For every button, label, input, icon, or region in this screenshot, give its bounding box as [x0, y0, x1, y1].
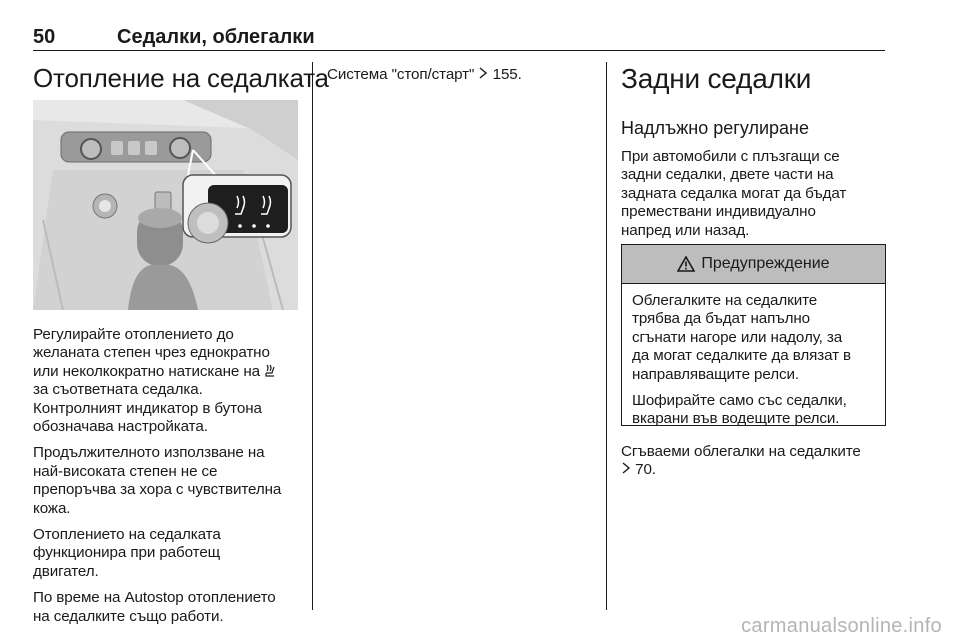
section-heading-seat-heating: Отопление на седалката — [33, 63, 329, 93]
paragraph-engine-running — [33, 526, 298, 581]
warning-body — [622, 284, 885, 429]
page-number: 50 — [33, 26, 56, 48]
page-ref-arrow-icon — [478, 66, 488, 84]
seat-heating-icon — [264, 364, 276, 378]
right-column-bottom-text — [621, 443, 886, 480]
console-drawing — [33, 100, 298, 310]
paragraph-sliding-seats — [621, 148, 886, 240]
text-line: за съответната седалка. — [33, 381, 203, 399]
chapter-title: Седалки, облегалки — [117, 26, 315, 48]
text-line: желаната степен чрез еднократно — [33, 344, 270, 362]
page-header — [33, 26, 885, 51]
column-divider-right — [606, 62, 607, 610]
right-column-text — [621, 63, 886, 240]
text-line: функционира при работещ — [33, 544, 221, 562]
text-line: Отоплението на седалката — [33, 526, 221, 544]
warning-triangle-icon — [677, 256, 695, 272]
warning-title: Предупреждение — [701, 255, 830, 272]
subheading-longitudinal: Надлъжно регулиране — [621, 118, 809, 138]
warning-paragraph-drive — [632, 392, 875, 429]
text-line: премествани индивидуално — [621, 203, 816, 221]
seat-heating-illustration — [33, 100, 298, 310]
text-line: направляващите релси. — [632, 365, 799, 383]
page-ref-arrow-icon — [621, 461, 631, 479]
paragraph-prolonged-use — [33, 444, 298, 518]
text-line: По време на Autostop отоплението — [33, 589, 276, 607]
stop-start-text: Система "стоп/старт" — [327, 66, 475, 83]
section-heading-rear-seats: Задни седалки — [621, 63, 812, 94]
text-line: на седалките също работи. — [33, 607, 224, 625]
paragraph-folding-backrests — [621, 443, 886, 480]
text-line: Шофирайте само със седалки, — [632, 392, 847, 410]
text-line: трябва да бъдат напълно — [632, 310, 811, 328]
warning-paragraph-backrests — [632, 292, 875, 384]
text-line: най-високата степен не се — [33, 462, 218, 480]
text-line: задни седалки, двете части на — [621, 166, 834, 184]
warning-header — [622, 245, 885, 284]
text-line: вкарани във водещите релси. — [632, 410, 840, 428]
warning-box — [621, 244, 886, 426]
text-line: Контролният индикатор в бутона — [33, 399, 262, 417]
text-line: сгънати нагоре или надолу, за — [632, 328, 843, 346]
paragraph-autostop — [33, 589, 298, 626]
page-ref-link[interactable]: 155. — [492, 66, 522, 83]
text-line: препоръчва за хора с чувствителна — [33, 481, 282, 499]
text-line: да могат седалките да влязат в — [632, 347, 852, 365]
text-line: обозначава настройката. — [33, 418, 208, 436]
text-line: Облегалките на седалките — [632, 292, 818, 309]
text-line: Сгъваеми облегалки на седалките — [621, 443, 861, 460]
middle-column-text — [327, 66, 592, 84]
paragraph-heating-adjust — [33, 326, 298, 436]
text-line: Продължителното използване на — [33, 444, 265, 462]
text-line: Регулирайте отоплението до — [33, 326, 234, 343]
page-ref-link[interactable]: 70. — [635, 461, 656, 479]
text-line: напред или назад. — [621, 221, 750, 239]
text-line: При автомобили с плъзгащи се — [621, 148, 840, 165]
column-divider-left — [312, 62, 313, 610]
left-column-text — [33, 326, 298, 626]
text-line: двигател. — [33, 562, 99, 580]
text-line: или неколкократно натискане на — [33, 362, 260, 380]
paragraph-stop-start-ref — [327, 66, 592, 84]
text-line: задната седалка могат да бъдат — [621, 184, 847, 202]
text-line: кожа. — [33, 499, 71, 517]
watermark: carmanualsonline.info — [741, 615, 942, 637]
